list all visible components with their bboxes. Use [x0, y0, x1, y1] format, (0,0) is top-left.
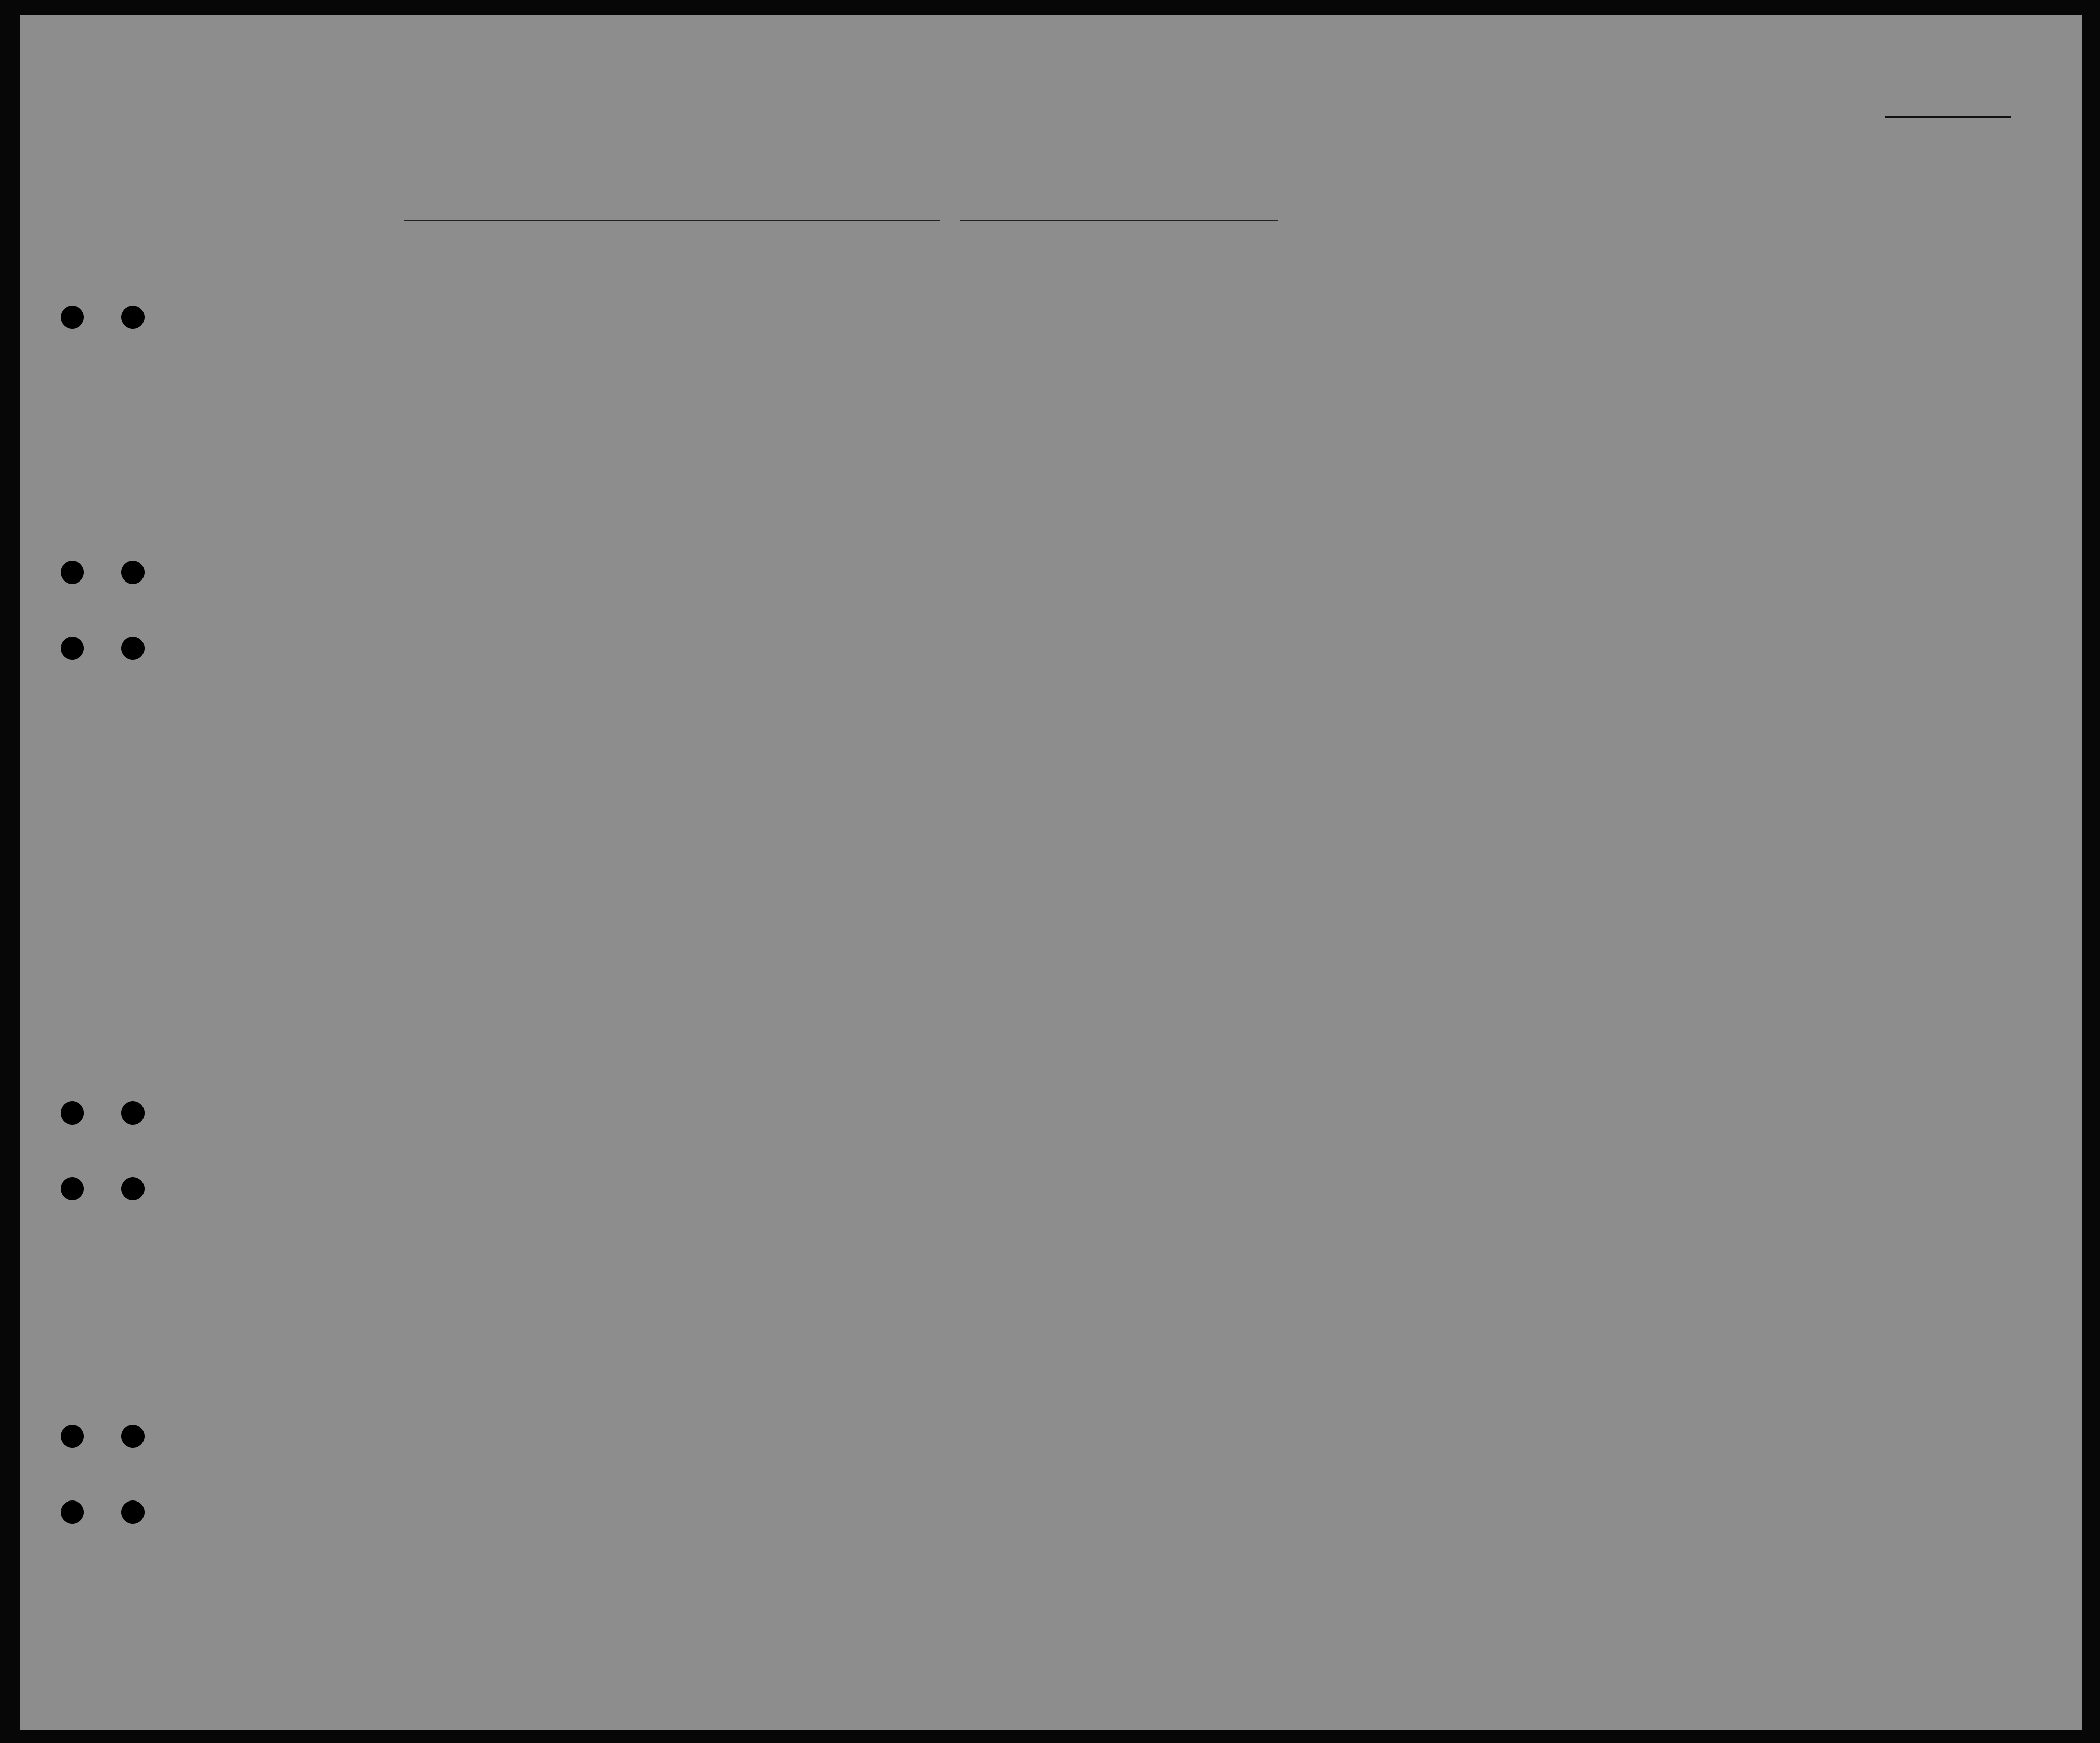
punch-hole — [61, 1101, 84, 1125]
manifest-sheet — [20, 15, 2082, 1730]
punch-hole — [121, 306, 145, 329]
punch-hole — [61, 1500, 84, 1524]
punch-hole — [61, 306, 84, 329]
punch-hole — [121, 637, 145, 660]
punch-hole — [61, 1177, 84, 1200]
punch-hole — [121, 1425, 145, 1448]
punch-hole — [121, 1177, 145, 1200]
table-grid — [20, 15, 2082, 1730]
punch-hole — [121, 561, 145, 584]
punch-hole — [61, 1425, 84, 1448]
punch-hole — [121, 1101, 145, 1125]
punch-hole — [61, 637, 84, 660]
punch-hole — [121, 1500, 145, 1524]
punch-hole — [61, 561, 84, 584]
